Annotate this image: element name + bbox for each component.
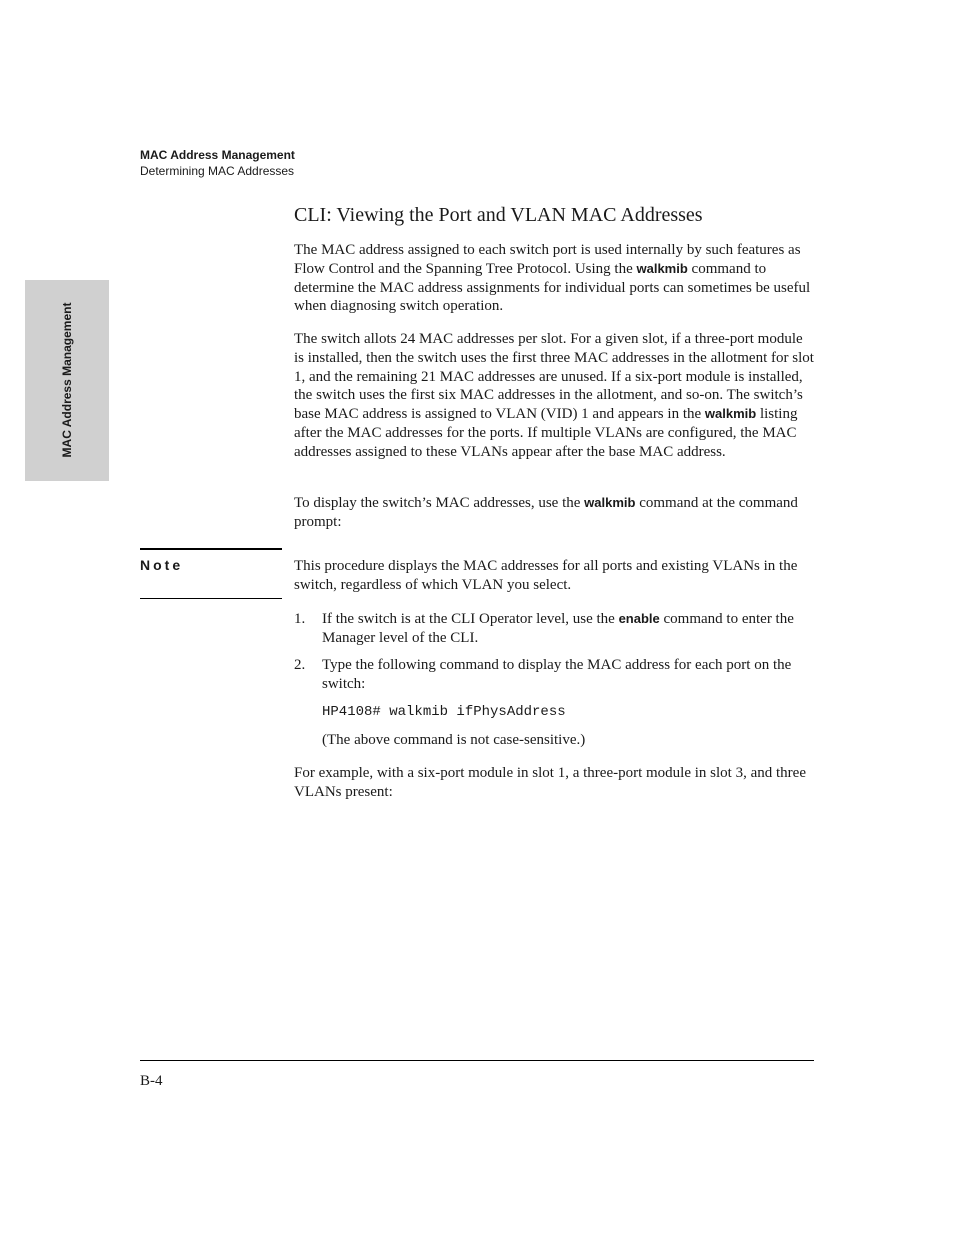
paragraph-text: command at the command prompt:	[294, 495, 798, 530]
command-name: walkmib	[584, 495, 636, 510]
paragraph-text: The switch allots 24 MAC addresses per slot. For a given slot, if a three-port module is installed, then the switch uses the first three MAC addresses in the allotment for slot 1, and the remaining 21 MAC addresses are unused. If a six-port module is installed, the switch uses the first six MAC addresses in the allotment, and so-on. The switch’s base MAC address is assigned to VLAN (VID) 1 and appears in the	[294, 331, 814, 423]
paragraph-text: The MAC address assigned to each switch port is used internally by such features as Flow Control and the Spanning Tree Protocol. Using the	[294, 242, 801, 277]
running-header-section: Determining MAC Addresses	[140, 164, 295, 178]
step-number: 1.	[294, 611, 306, 627]
paragraph-text: command to determine the MAC address assignments for individual ports can sometimes be useful when diagnosing switch operation.	[294, 260, 811, 315]
paragraph-display-instruction	[294, 494, 816, 532]
running-header-chapter: MAC Address Management	[140, 148, 295, 162]
command-name: walkmib	[636, 260, 688, 276]
command-name: enable	[618, 611, 660, 626]
paragraph-intro	[294, 241, 816, 316]
note-label: Note	[140, 557, 184, 573]
command-name: walkmib	[704, 406, 757, 422]
code-note: (The above command is not case-sensitive.)	[322, 732, 586, 748]
step-text-part: command to enter the Manager level of the CLI.	[322, 611, 794, 646]
side-tab-label: MAC Address Management	[60, 302, 74, 458]
step-text: Type the following command to display the MAC address for each port on the switch:	[322, 657, 792, 692]
page-number: B-4	[140, 1073, 163, 1089]
paragraph-text: To display the switch’s MAC addresses, use the	[294, 495, 585, 511]
paragraph-text: listing after the MAC addresses for the ports. If multiple VLANs are configured, the MAC addresses assigned to these VLANs appear after the base MAC address.	[294, 406, 798, 460]
note-top-rule	[140, 548, 282, 550]
note-text: This procedure displays the MAC addresses for all ports and existing VLANs in the switch, regardless of which VLAN you select.	[294, 558, 798, 593]
step-text-part: If the switch is at the CLI Operator level, use the	[322, 611, 619, 627]
code-example: HP4108# walkmib ifPhysAddress	[322, 704, 566, 720]
note-bottom-rule	[140, 598, 282, 599]
step-text	[322, 610, 816, 648]
paragraph-example: For example, with a six-port module in slot 1, a three-port module in slot 3, and three VLANs present:	[294, 765, 806, 800]
section-heading: CLI: Viewing the Port and VLAN MAC Addresses	[294, 204, 703, 226]
step-number: 2.	[294, 657, 306, 673]
paragraph-allotment	[294, 330, 816, 462]
chapter-side-tab	[25, 280, 109, 481]
footer-rule	[140, 1060, 814, 1061]
